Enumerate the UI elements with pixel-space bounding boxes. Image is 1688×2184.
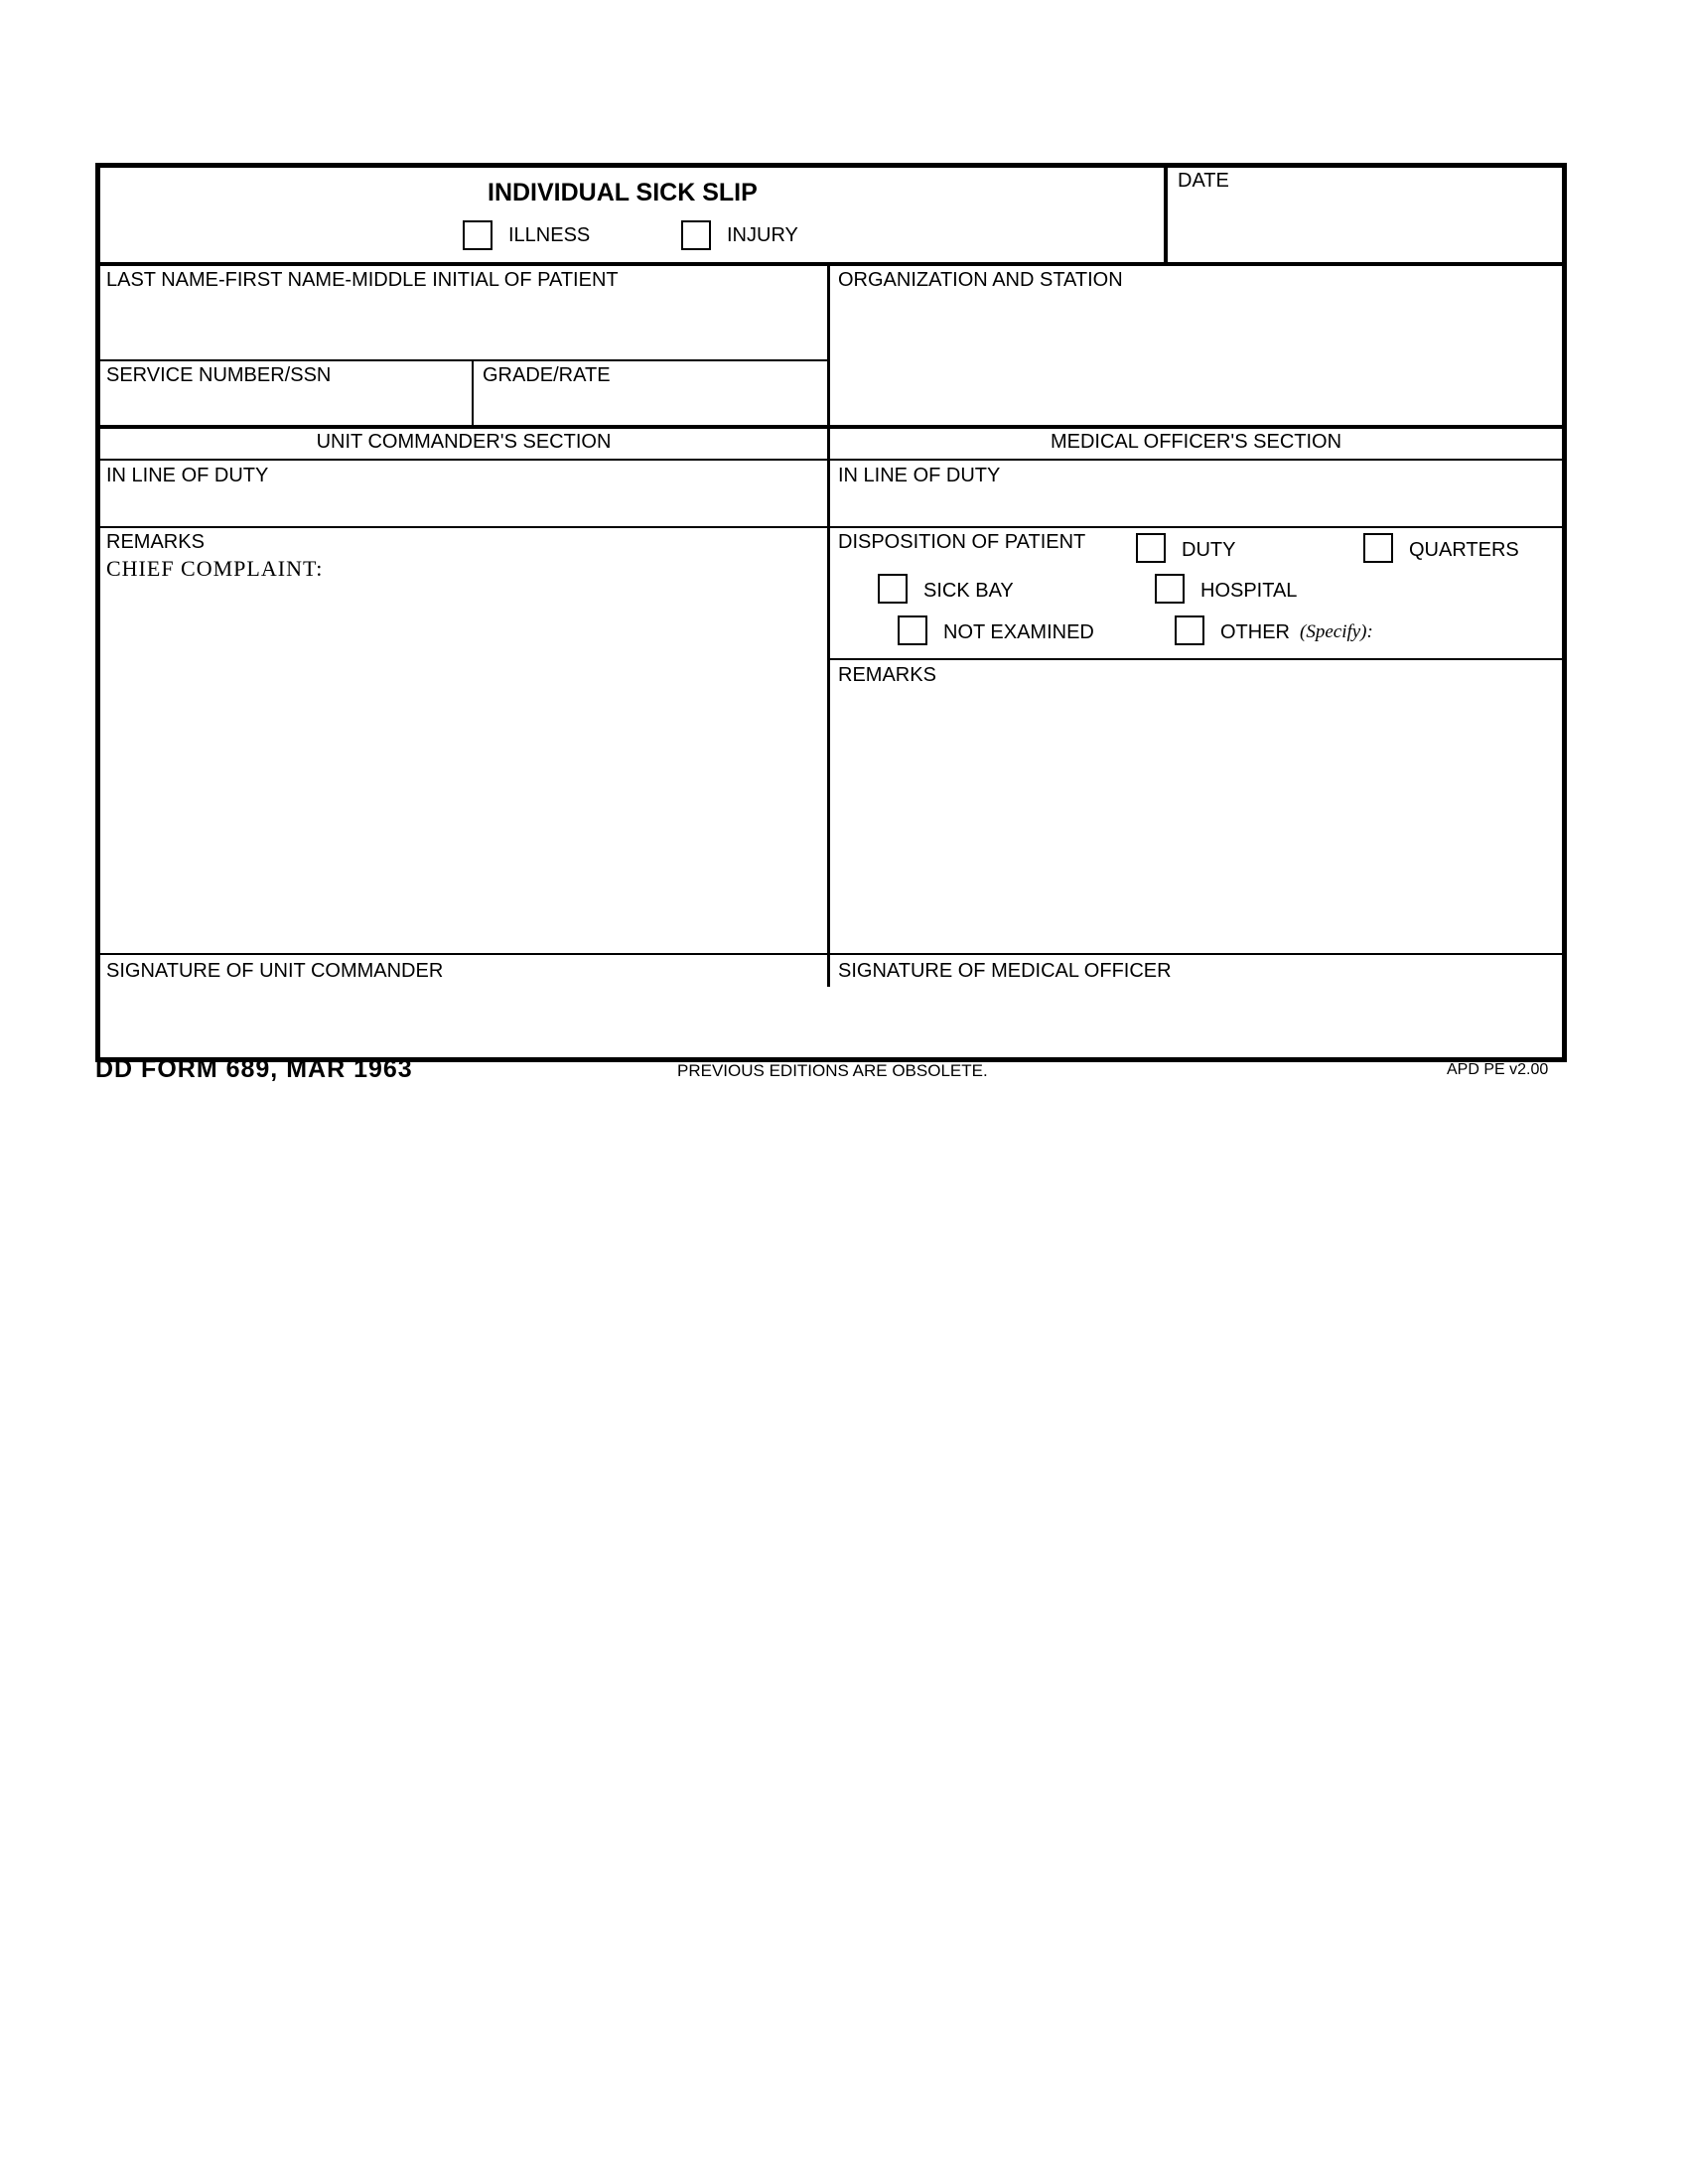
quarters-label: QUARTERS	[1409, 539, 1519, 561]
grade-label: GRADE/RATE	[483, 364, 611, 386]
date-label: DATE	[1178, 170, 1229, 192]
illness-checkbox[interactable]	[463, 220, 492, 250]
other-specify-label: (Specify):	[1300, 621, 1373, 642]
divider-name-bottom	[100, 359, 828, 361]
divider-disposition-bottom	[828, 658, 1562, 660]
unit-commander-signature-label: SIGNATURE OF UNIT COMMANDER	[106, 960, 444, 982]
service-number-label: SERVICE NUMBER/SSN	[106, 364, 332, 386]
sick-bay-label: SICK BAY	[923, 580, 1014, 602]
injury-label: INJURY	[727, 224, 798, 246]
divider-sections-top	[100, 425, 1562, 429]
chief-complaint-label: CHIEF COMPLAINT:	[106, 556, 324, 581]
divider-line-of-duty	[100, 526, 1562, 528]
medical-officer-signature-label: SIGNATURE OF MEDICAL OFFICER	[838, 960, 1172, 982]
unit-line-of-duty-label: IN LINE OF DUTY	[106, 465, 269, 486]
duty-checkbox[interactable]	[1136, 533, 1166, 563]
divider-header-vertical	[1164, 168, 1168, 262]
injury-checkbox[interactable]	[681, 220, 711, 250]
quarters-checkbox[interactable]	[1363, 533, 1393, 563]
other-checkbox[interactable]	[1175, 615, 1204, 645]
duty-label: DUTY	[1182, 539, 1236, 561]
sick-slip-form	[95, 163, 1567, 1062]
divider-section-titles	[100, 459, 1562, 461]
divider-signatures-top	[100, 953, 1562, 955]
medical-officer-section-title: MEDICAL OFFICER'S SECTION	[1050, 431, 1342, 453]
medical-remarks-label: REMARKS	[838, 664, 936, 686]
unit-remarks-label: REMARKS	[106, 531, 205, 553]
disposition-label: DISPOSITION OF PATIENT	[838, 531, 1086, 553]
form-title: INDIVIDUAL SICK SLIP	[488, 179, 758, 206]
divider-header-bottom	[100, 262, 1562, 266]
hospital-checkbox[interactable]	[1155, 574, 1185, 604]
version-label: APD PE v2.00	[1447, 1061, 1549, 1078]
patient-name-label: LAST NAME-FIRST NAME-MIDDLE INITIAL OF PATIENT	[106, 269, 619, 291]
medical-line-of-duty-label: IN LINE OF DUTY	[838, 465, 1001, 486]
not-examined-label: NOT EXAMINED	[943, 621, 1094, 643]
editions-note: PREVIOUS EDITIONS ARE OBSOLETE.	[677, 1061, 988, 1080]
illness-label: ILLNESS	[508, 224, 591, 246]
hospital-label: HOSPITAL	[1200, 580, 1298, 602]
unit-commander-section-title: UNIT COMMANDER'S SECTION	[316, 431, 612, 453]
form-number: DD FORM 689, MAR 1963	[95, 1055, 413, 1083]
divider-service-grade	[472, 359, 474, 426]
other-label: OTHER	[1220, 621, 1290, 643]
organization-label: ORGANIZATION AND STATION	[838, 269, 1123, 291]
not-examined-checkbox[interactable]	[898, 615, 927, 645]
sick-bay-checkbox[interactable]	[878, 574, 908, 604]
divider-patient-vertical	[827, 262, 830, 987]
